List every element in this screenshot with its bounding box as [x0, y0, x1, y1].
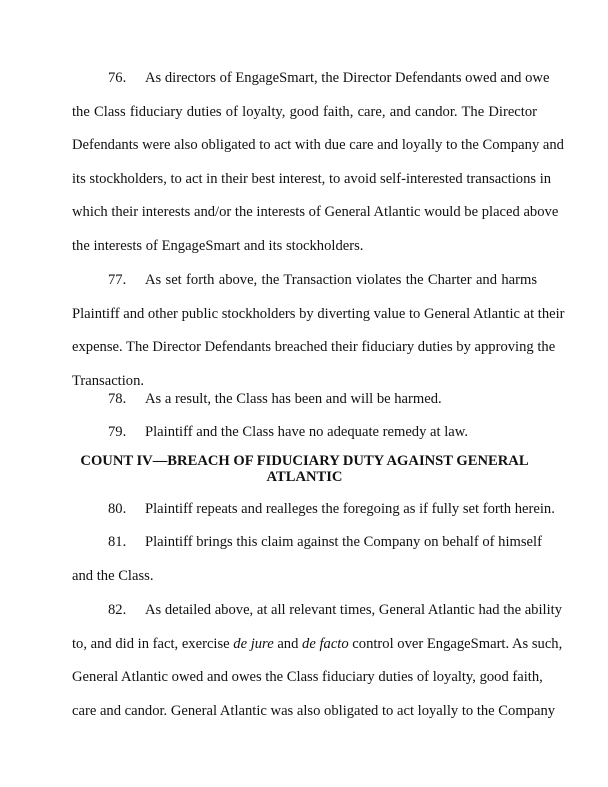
paragraph-line: and the Class. [72, 567, 154, 584]
paragraph-78 [72, 383, 537, 417]
paragraph-number: 78. [108, 391, 127, 407]
paragraph-line: which their interests and/or the interests of General Atlantic would be placed above [72, 204, 559, 221]
paragraph-82 [72, 594, 563, 728]
paragraph-number: 80. [108, 501, 127, 517]
paragraph-line: the Class fiduciary duties of loyalty, good faith, care, and candor. The Director [72, 103, 537, 120]
paragraph-81 [72, 526, 542, 593]
paragraph-77 [72, 264, 565, 398]
paragraph-line: 81. Plaintiff brings this claim against the Company on behalf of himself [72, 526, 537, 560]
paragraph-line: expense. The Director Defendants breached their fiduciary duties by approving the [72, 339, 556, 356]
paragraph-line: General Atlantic owed and owes the Class fiduciary duties of loyalty, good faith, [72, 669, 543, 686]
heading-line-2: ATLANTIC [266, 469, 343, 485]
paragraph-line: 77. As set forth above, the Transaction violates the Charter and harms [72, 264, 537, 298]
paragraph-line: its stockholders, to act in their best interest, to avoid self-interested transactions in [72, 170, 552, 187]
paragraph-line: Transaction. [72, 372, 145, 389]
paragraph-79 [72, 416, 537, 450]
paragraph-76 [72, 62, 564, 264]
paragraph-number: 76. [108, 70, 127, 86]
paragraph-line: to, and did in fact, exercise de jure and de facto control over EngageSmart. As such, [72, 635, 563, 652]
count-heading [72, 453, 537, 485]
paragraph-number: 77. [108, 272, 127, 288]
paragraph-number: 79. [108, 424, 127, 440]
paragraph-line: 80. Plaintiff repeats and realleges the foregoing as if fully set forth herein. [72, 493, 537, 527]
italic-term: de facto [302, 635, 349, 652]
paragraph-line: care and candor. General Atlantic was also obligated to act loyally to the Company [72, 702, 556, 719]
italic-term: de jure [233, 635, 274, 652]
paragraph-line: 82. As detailed above, at all relevant times, General Atlantic had the ability [72, 594, 537, 628]
heading-line-1: COUNT IV—BREACH OF FIDUCIARY DUTY AGAINST GENERAL [80, 453, 529, 469]
paragraph-number: 82. [108, 602, 127, 618]
paragraph-line: Plaintiff and other public stockholders by diverting value to General Atlantic at their [72, 305, 565, 322]
paragraph-line: 79. Plaintiff and the Class have no adequate remedy at law. [72, 416, 537, 450]
paragraph-line: 76. As directors of EngageSmart, the Director Defendants owed and owe [72, 62, 537, 96]
paragraph-line: Defendants were also obligated to act with due care and loyally to the Company and [72, 137, 564, 154]
paragraph-80 [72, 493, 555, 527]
paragraph-line: the interests of EngageSmart and its stockholders. [72, 237, 364, 254]
paragraph-line: 78. As a result, the Class has been and will be harmed. [72, 383, 537, 417]
paragraph-number: 81. [108, 534, 127, 550]
